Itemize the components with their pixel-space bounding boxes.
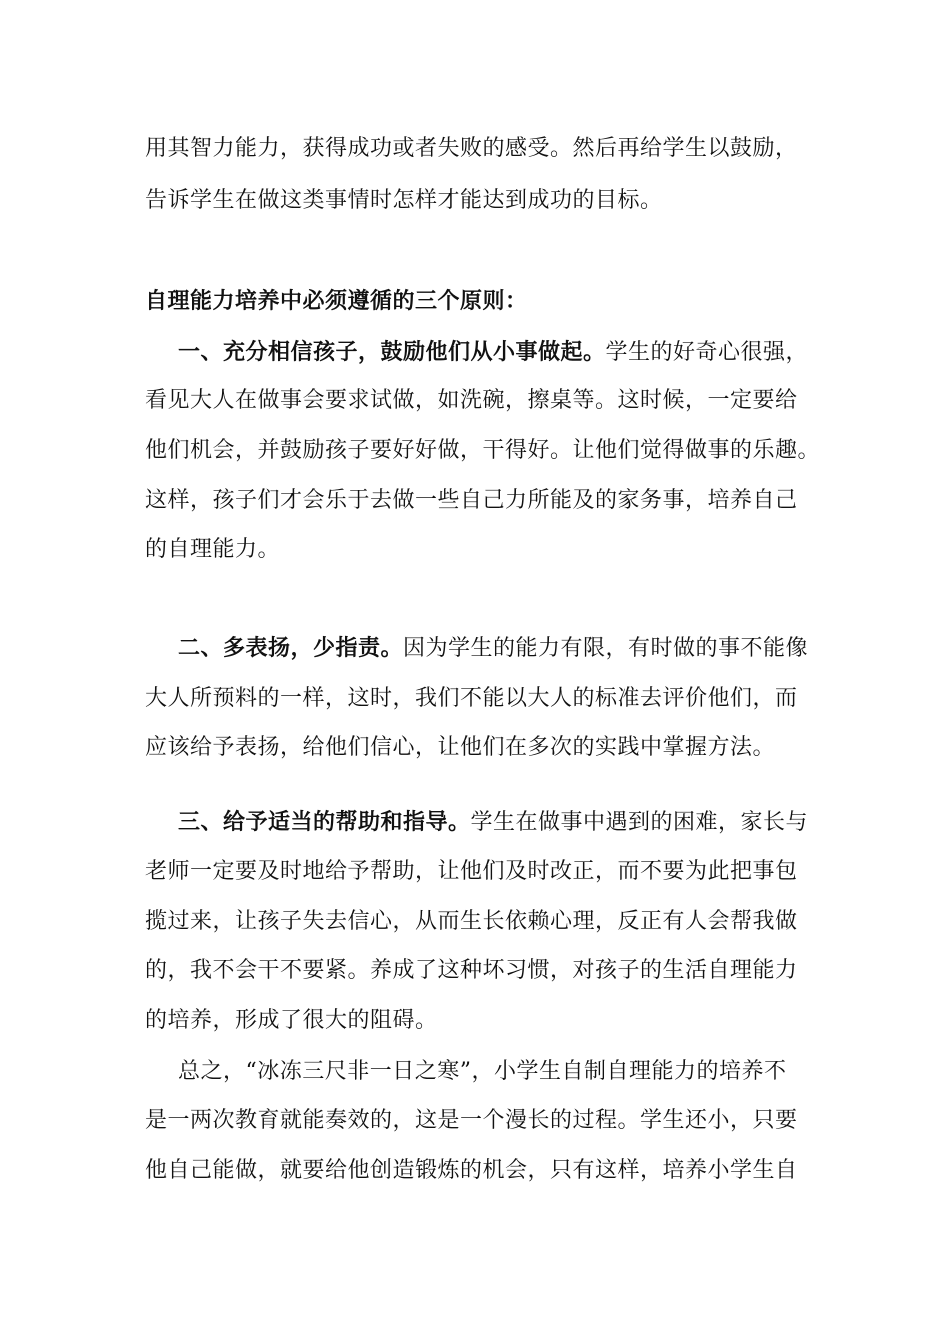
paragraph-line: 的，我不会干不要紧。养成了这种坏习惯，对孩子的生活自理能力 [145,958,798,983]
paragraph-line: 告诉学生在做这类事情时怎样才能达到成功的目标。 [145,188,663,213]
principle-one-line [178,338,808,368]
conclusion-line: 总之，“冰冻三尺非一日之寒”，小学生自制自理能力的培养不 [178,1059,787,1084]
principle-three-title: 三、给予适当的帮助和指导。 [178,810,471,835]
principle-three-line [178,808,808,838]
principle-two-text: 因为学生的能力有限，有时做的事不能像 [403,636,809,661]
principle-one-text: 学生的好奇心很强， [605,340,809,365]
principle-two-line [178,634,808,664]
paragraph-line: 大人所预料的一样，这时，我们不能以大人的标准去评价他们，而 [145,686,798,711]
section-heading: 自理能力培养中必须遵循的三个原则： [145,289,528,314]
paragraph-line: 揽过来，让孩子失去信心，从而生长依赖心理，反正有人会帮我做 [145,909,798,934]
paragraph-line: 的自理能力。 [145,537,281,562]
paragraph-line: 这样，孩子们才会乐于去做一些自己力所能及的家务事，培养自己 [145,488,798,513]
principle-three-text: 学生在做事中遇到的困难，家长与 [470,810,809,835]
paragraph-line: 用其智力能力，获得成功或者失败的感受。然后再给学生以鼓励， [145,136,798,161]
paragraph-line: 他自己能做，就要给他创造锻炼的机会，只有这样，培养小学生自 [145,1158,798,1183]
principle-one-title: 一、充分相信孩子，鼓励他们从小事做起。 [178,340,606,365]
paragraph-line: 看见大人在做事会要求试做，如洗碗，擦桌等。这时候，一定要给 [145,388,798,413]
paragraph-line: 他们机会，并鼓励孩子要好好做，干得好。让他们觉得做事的乐趣。 [145,438,821,463]
principle-two-title: 二、多表扬，少指责。 [178,636,404,661]
paragraph-line: 的培养，形成了很大的阻碍。 [145,1008,438,1033]
paragraph-line: 是一两次教育就能奏效的，这是一个漫长的过程。学生还小，只要 [145,1108,798,1133]
paragraph-line: 老师一定要及时地给予帮助，让他们及时改正，而不要为此把事包 [145,859,798,884]
paragraph-line: 应该给予表扬，给他们信心，让他们在多次的实践中掌握方法。 [145,735,776,760]
